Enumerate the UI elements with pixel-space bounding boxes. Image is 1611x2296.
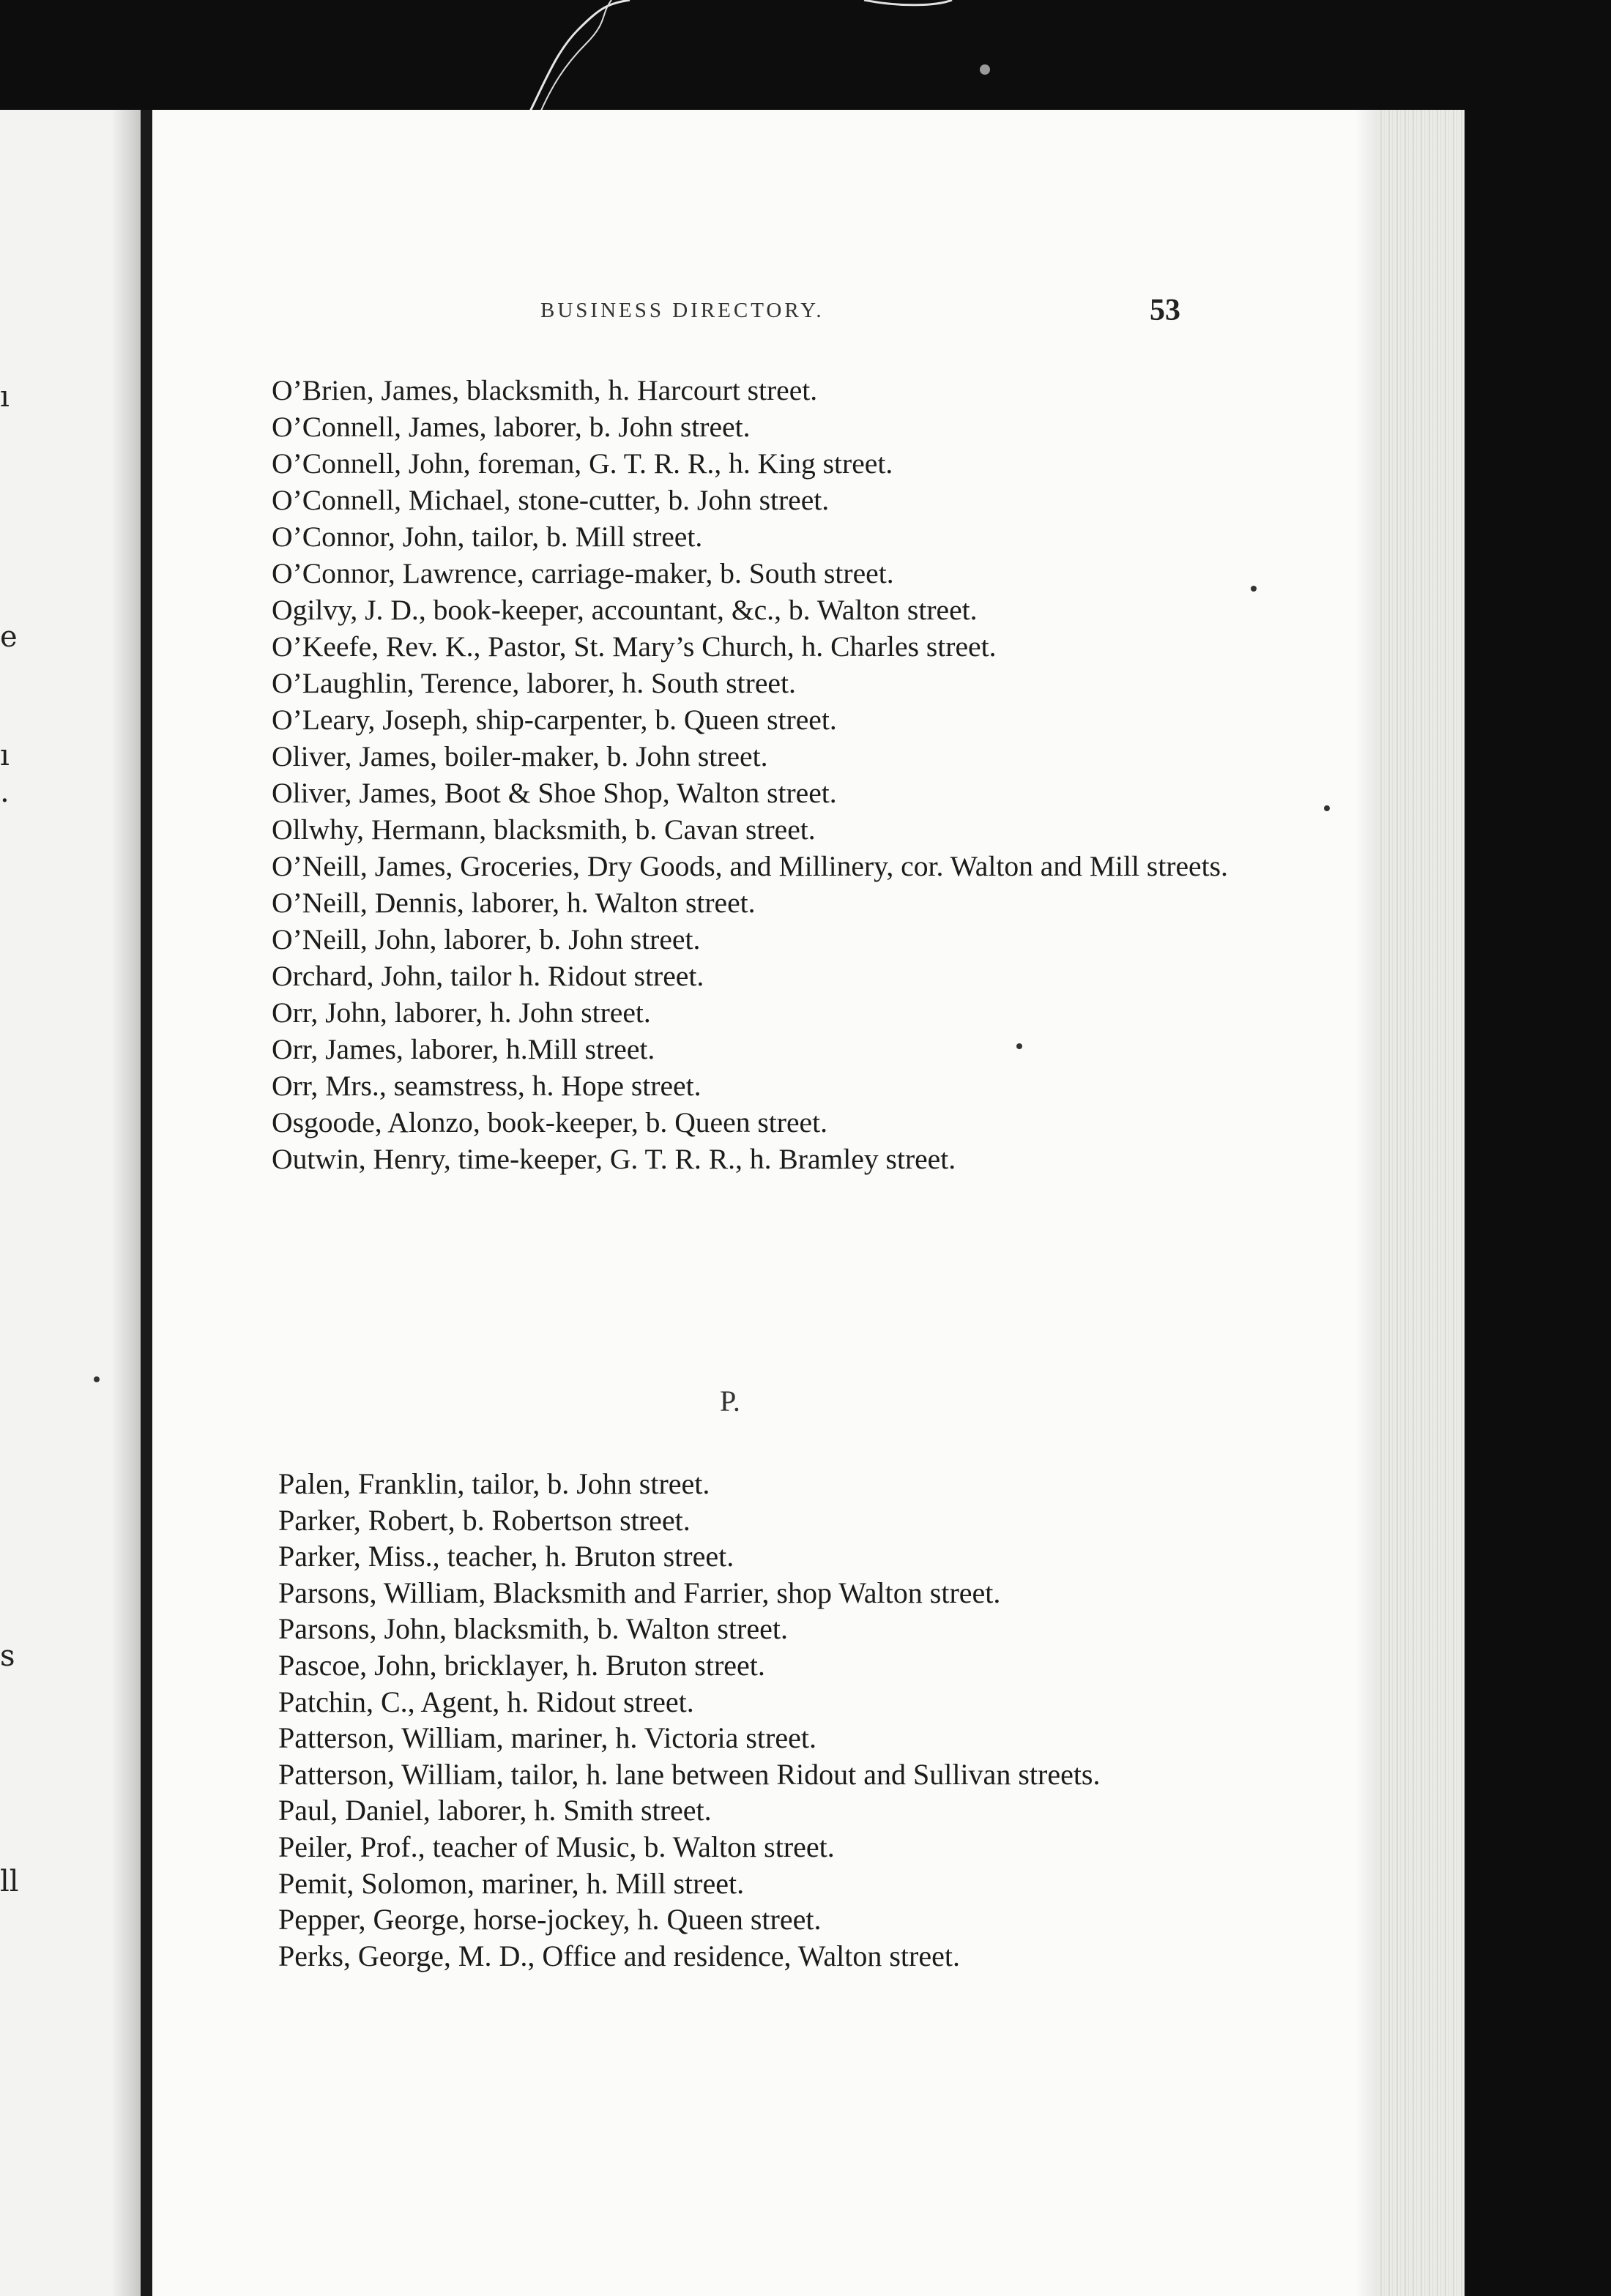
directory-entry: O’Connell, James, laborer, b. John street. — [272, 411, 751, 443]
left-page-fragment: s — [0, 1639, 15, 1673]
directory-entry: O’Laughlin, Terence, laborer, h. South street. — [272, 667, 796, 699]
p-entries-list — [278, 1466, 1238, 1974]
directory-entry: Palen, Franklin, tailor, b. John street. — [278, 1467, 710, 1500]
left-facing-page — [0, 110, 152, 2296]
left-page-fragment: ı — [0, 380, 10, 414]
directory-entry: O’Neill, John, laborer, b. John street. — [272, 923, 701, 955]
left-page-fragment: ı — [0, 739, 10, 772]
directory-entry: Ogilvy, J. D., book-keeper, accountant, &c., b. Walton street. — [272, 594, 978, 626]
directory-entry: Outwin, Henry, time-keeper, G. T. R. R., h. Bramley street. — [272, 1143, 956, 1175]
directory-entry: Oliver, James, boiler-maker, b. John street. — [272, 740, 768, 772]
book-gutter — [141, 110, 152, 2296]
left-page-fragment: e — [0, 620, 18, 654]
left-page-fragment: ll — [0, 1865, 19, 1898]
directory-entry: O’Connell, John, foreman, G. T. R. R., h. King street. — [272, 447, 893, 480]
directory-entry: Paul, Daniel, laborer, h. Smith street. — [278, 1794, 712, 1827]
directory-entry: O’Connell, Michael, stone-cutter, b. John street. — [272, 484, 830, 516]
thread-fibre — [0, 0, 1611, 117]
directory-entry: O’Leary, Joseph, ship-carpenter, b. Queen street. — [272, 704, 837, 736]
directory-entry: Perks, George, M. D., Office and residence, Walton street. — [278, 1939, 960, 1972]
directory-entry: Osgoode, Alonzo, book-keeper, b. Queen street. — [272, 1106, 827, 1138]
directory-entry: Patterson, William, mariner, h. Victoria street. — [278, 1721, 816, 1755]
page-edges — [1377, 110, 1465, 2296]
directory-entry: Orr, John, laborer, h. John street. — [272, 996, 651, 1029]
directory-entry: O’Keefe, Rev. K., Pastor, St. Mary’s Church, h. Charles street. — [272, 630, 997, 663]
left-page-fragment: . — [0, 775, 10, 809]
directory-entry: O’Neill, James, Groceries, Dry Goods, and Millinery, cor. Walton and Mill streets. — [272, 850, 1228, 882]
directory-entry: Pascoe, John, bricklayer, h. Bruton street. — [278, 1648, 765, 1682]
directory-entry: Patchin, C., Agent, h. Ridout street. — [278, 1685, 694, 1718]
directory-entry: O’Connor, John, tailor, b. Mill street. — [272, 521, 703, 553]
page-number: 53 — [1150, 294, 1180, 327]
gutter-shadow — [111, 110, 141, 2296]
directory-entry: O’Neill, Dennis, laborer, h. Walton street. — [272, 887, 756, 919]
directory-entry: Parsons, John, blacksmith, b. Walton street. — [278, 1612, 788, 1646]
directory-entry: Orchard, John, tailor h. Ridout street. — [272, 960, 704, 992]
directory-entry: Orr, James, laborer, h.Mill street. — [272, 1033, 655, 1065]
directory-entry: Pepper, George, horse-jockey, h. Queen street. — [278, 1903, 822, 1937]
directory-entry: O’Brien, James, blacksmith, h. Harcourt street. — [272, 374, 818, 406]
directory-entry: Pemit, Solomon, mariner, h. Mill street. — [278, 1866, 745, 1900]
directory-entry: Parker, Miss., teacher, h. Bruton street. — [278, 1540, 734, 1573]
running-head: BUSINESS DIRECTORY. — [540, 299, 825, 322]
directory-entry: Parsons, William, Blacksmith and Farrier, shop Walton street. — [278, 1576, 1001, 1609]
paper-speck — [1324, 805, 1330, 811]
page-content — [152, 110, 1397, 2296]
o-entries-list — [272, 372, 1238, 1177]
directory-entry: Patterson, William, tailor, h. lane between Ridout and Sullivan streets. — [278, 1757, 1101, 1791]
directory-entry: Orr, Mrs., seamstress, h. Hope street. — [272, 1070, 702, 1102]
directory-entry: Ollwhy, Hermann, blacksmith, b. Cavan street. — [272, 813, 816, 846]
directory-page — [152, 110, 1397, 2296]
directory-entry: Parker, Robert, b. Robertson street. — [278, 1503, 691, 1537]
section-letter: P. — [720, 1384, 740, 1417]
paper-speck — [94, 1376, 100, 1382]
directory-entry: Peiler, Prof., teacher of Music, b. Walton street. — [278, 1830, 835, 1863]
directory-entry: O’Connor, Lawrence, carriage-maker, b. South street. — [272, 557, 894, 589]
paper-speck — [1251, 586, 1257, 592]
paper-speck — [1016, 1043, 1022, 1049]
directory-entry: Oliver, James, Boot & Shoe Shop, Walton street. — [272, 777, 837, 809]
